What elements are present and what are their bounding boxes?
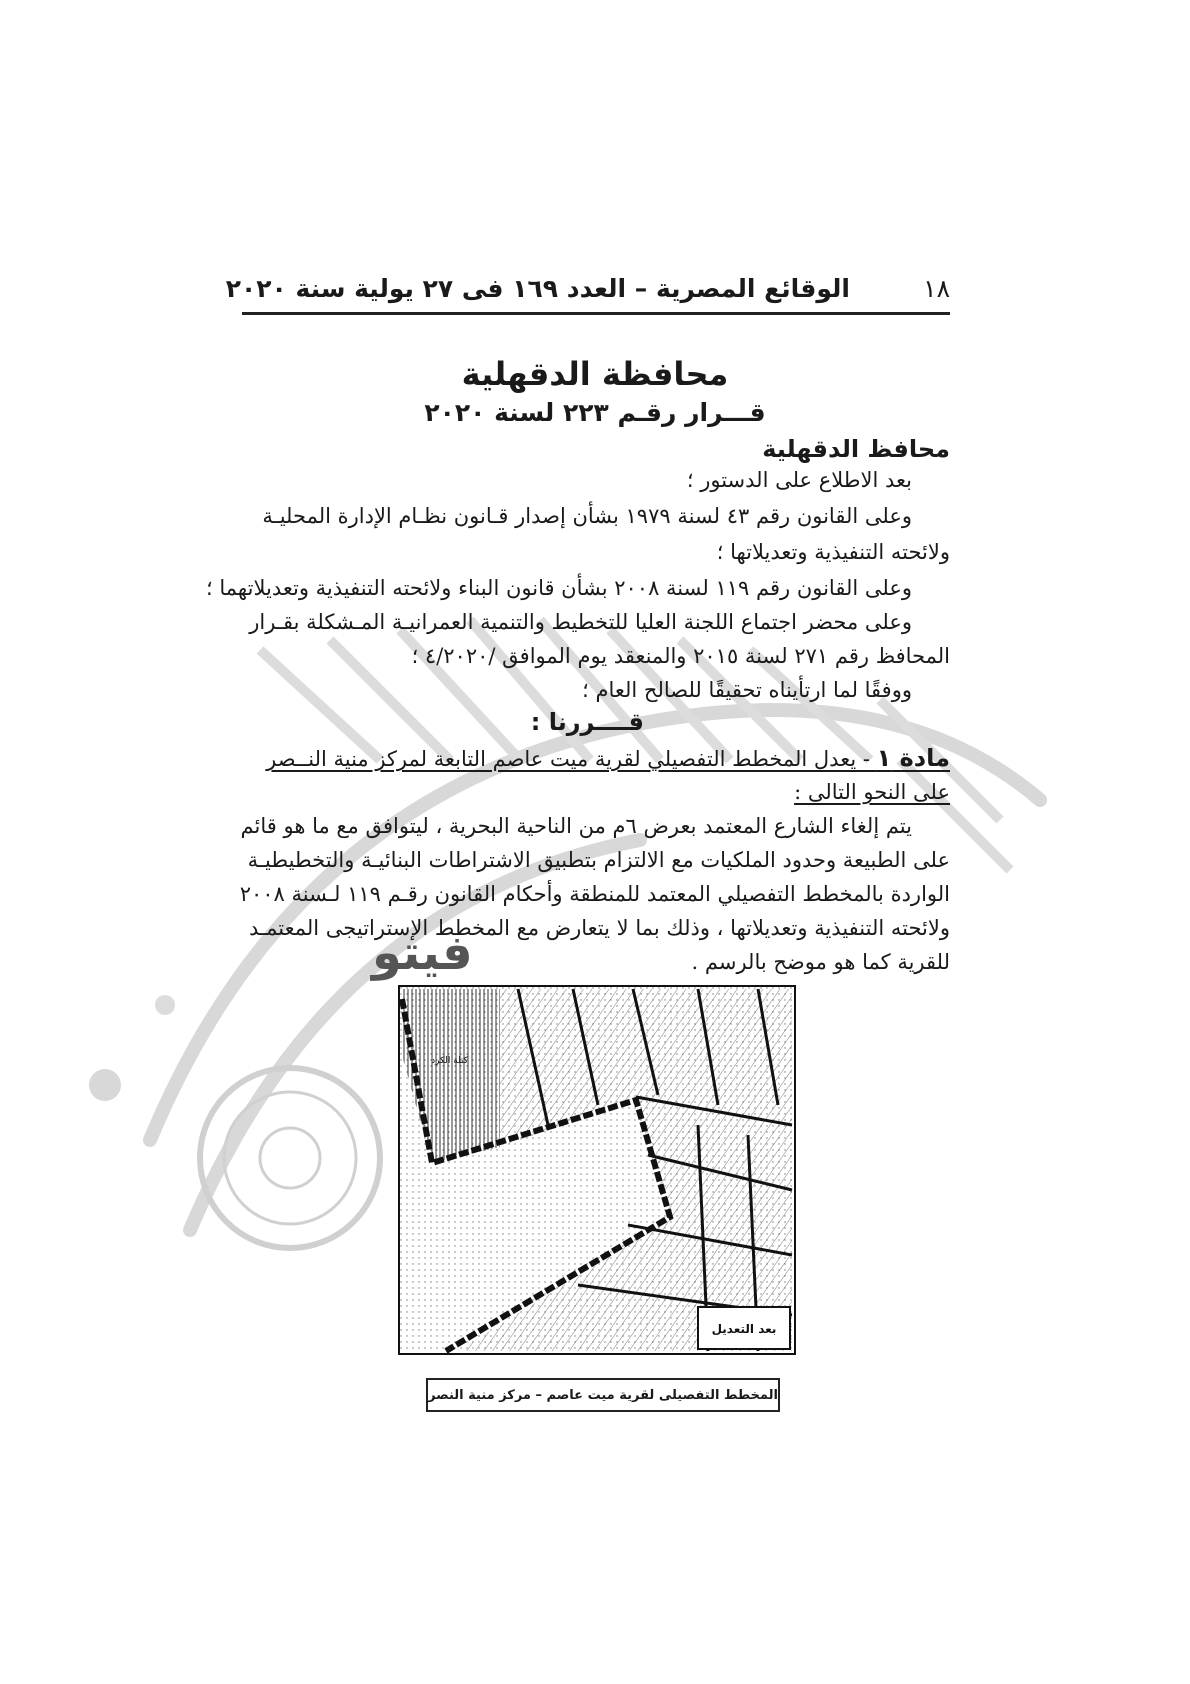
page-number: ١٨ (923, 274, 950, 303)
map-area-label: كتلة الكرد (431, 1056, 468, 1066)
article-1-body-4: ولائحته التنفيذية وتعديلاتها ، وذلك بما لا يتعارض مع المخطط الإستراتيجى المعتمـد (248, 916, 950, 940)
map-after-label: بعد التعديل (711, 1322, 777, 1336)
article-1-body-2: على الطبيعة وحدود الملكيات مع الالتزام بتطبيق الاشتراطات البنائيـة والتخطيطيـة (247, 848, 950, 872)
article-1-text: - يعدل المخطط التفصيلي لقرية ميت عاصم التابعة لمركز منية النــصر (266, 747, 870, 771)
preamble-line-1: بعد الاطلاع على الدستور ؛ (686, 468, 912, 492)
decree-title: قـــرار رقـم ٢٢٣ لسنة ٢٠٢٠ (424, 398, 766, 427)
governorate-title: محافظة الدقهلية (461, 355, 729, 393)
page-header (225, 270, 950, 315)
article-1-label: مادة ١ (876, 744, 950, 772)
preamble-line-6: المحافظ رقم ٢٧١ لسنة ٢٠١٥ والمنعقد يوم الموافق /٤/٢٠٢٠ ؛ (411, 644, 950, 668)
article-1-line-1 (266, 744, 950, 773)
preamble-line-2: وعلى القانون رقم ٤٣ لسنة ١٩٧٩ بشأن إصدار قـانون نظـام الإدارة المحليـة (262, 504, 912, 528)
preamble-line-7: ووفقًا لما ارتأيناه تحقيقًا للصالح العام ؛ (582, 678, 912, 702)
stamp-seal (200, 1068, 380, 1248)
gazette-title: الوقائع المصرية – العدد ١٦٩ فى ٢٧ يولية سنة ٢٠٢٠ (225, 274, 850, 303)
article-1-body-3: الواردة بالمخطط التفصيلي المعتمد للمنطقة وأحكام القانون رقـم ١١٩ لـسنة ٢٠٠٨ (239, 882, 950, 906)
preamble-line-3: ولائحته التنفيذية وتعديلاتها ؛ (716, 540, 950, 564)
article-1-body-1: يتم إلغاء الشارع المعتمد بعرض ٦م من الناحية البحرية ، ليتوافق مع ما هو قائم (240, 814, 912, 838)
preamble-line-5: وعلى محضر اجتماع اللجنة العليا للتخطيط والتنمية العمرانيـة المـشكلة بقـرار (249, 610, 912, 634)
map-caption: المخطط التفصيلى لقرية ميت عاصم – مركز منية النصر (426, 1378, 780, 1412)
preamble-line-4: وعلى القانون رقم ١١٩ لسنة ٢٠٠٨ بشأن قانون البناء ولائحته التنفيذية وتعديلاتهما ؛ (206, 576, 912, 600)
site-plan-map (398, 985, 796, 1355)
article-1-line-2: على النحو التالى : (794, 780, 950, 804)
issuer-heading: محافظ الدقهلية (762, 435, 950, 463)
article-1-body-5: للقرية كما هو موضح بالرسم . (691, 950, 950, 974)
resolved-heading: قــــررنا : (530, 708, 644, 736)
site-logo: فيتو (372, 925, 473, 981)
